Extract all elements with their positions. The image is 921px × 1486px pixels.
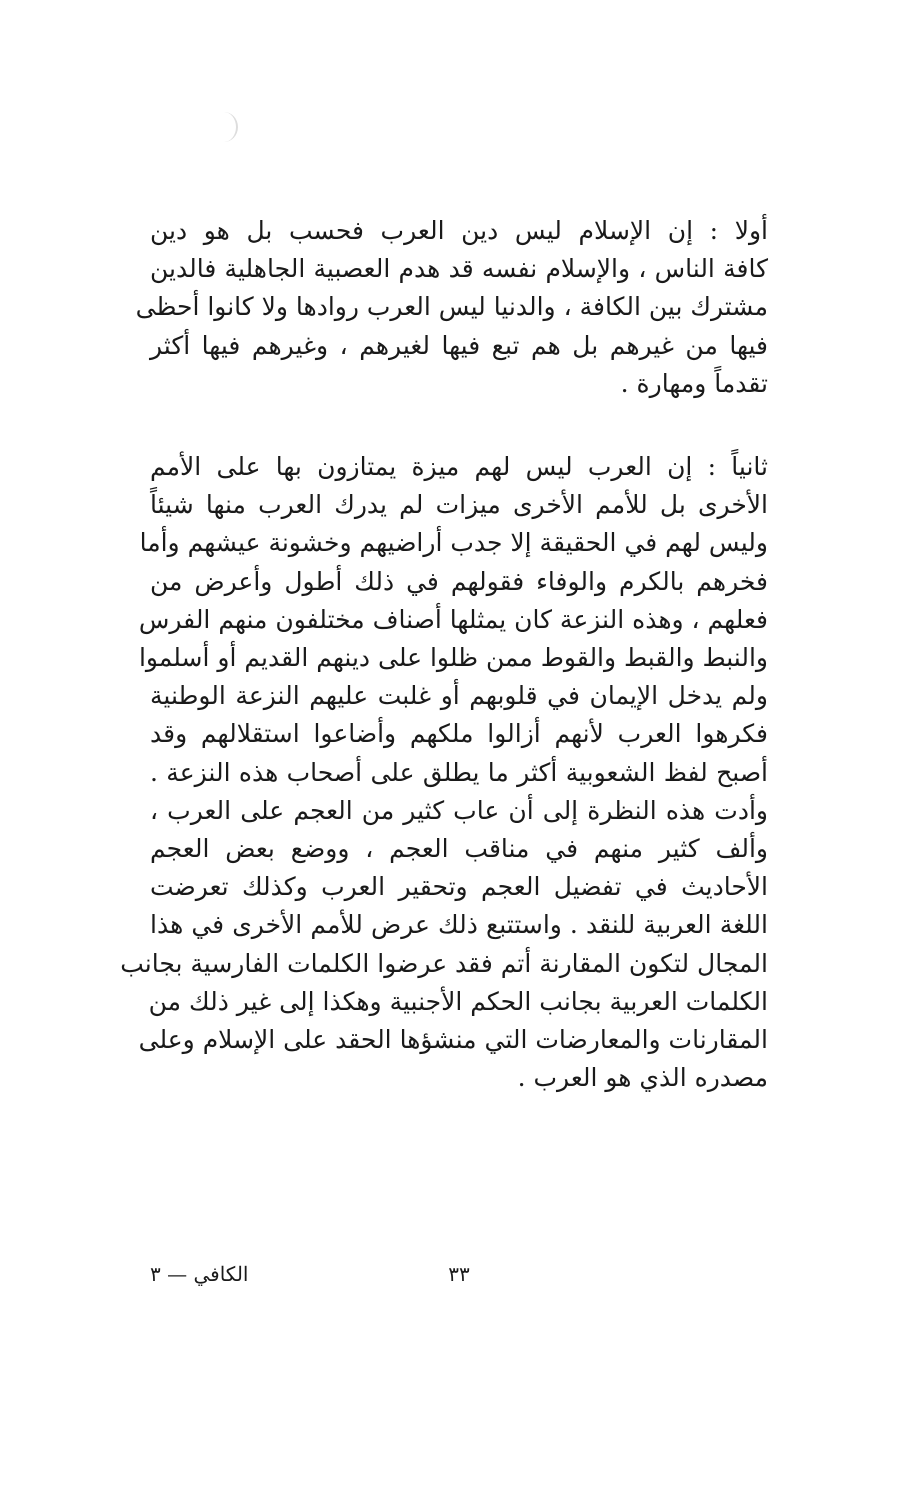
page-number: ٣٣ xyxy=(448,1262,470,1286)
text-line: اللغة العربية للنقد . واستتبع ذلك عرض للأمم الأخرى في هذا xyxy=(150,910,768,940)
text-line: المقارنات والمعارضات التي منشؤها الحقد على الإسلام وعلى xyxy=(138,1025,768,1055)
signature-mark: الكافي — ٣ xyxy=(150,1262,249,1286)
text-line: وألف كثير منهم في مناقب العجم ، ووضع بعض العجم xyxy=(150,834,768,864)
text-line: الكلمات العربية بجانب الحكم الأجنبية وهكذا إلى غير ذلك من xyxy=(148,986,768,1016)
text-line: مصدره الذي هو العرب . xyxy=(517,1063,768,1093)
text-line: وأدت هذه النظرة إلى أن عاب كثير من العجم على العرب ، xyxy=(150,795,768,825)
text-line: الأخرى بل للأمم الأخرى ميزات لم يدرك العرب منها شيئاً xyxy=(150,490,768,520)
text-line: ثانياً : إن العرب ليس لهم ميزة يمتازون بها على الأمم xyxy=(150,452,768,481)
text-line: أولا : إن الإسلام ليس دين العرب فحسب بل هو دين xyxy=(150,216,768,245)
text-line: الأحاديث في تفضيل العجم وتحقير العرب وكذلك تعرضت xyxy=(150,872,768,902)
text-line: فكرهوا العرب لأنهم أزالوا ملكهم وأضاعوا استقلالهم وقد xyxy=(150,719,768,749)
ink-smudge xyxy=(210,112,238,142)
text-line: تقدماً ومهارة . xyxy=(620,368,768,398)
paragraph-1 xyxy=(135,212,768,403)
text-line: والنبط والقبط والقوط ممن ظلوا على دينهم القديم أو أسلموا xyxy=(138,643,768,673)
text-line: فعلهم ، وهذه النزعة كان يمثلها أصناف مختلفون منهم الفرس xyxy=(138,604,768,634)
text-line: كافة الناس ، والإسلام نفسه قد هدم العصبية الجاهلية فالدين xyxy=(150,254,768,284)
text-line: وليس لهم في الحقيقة إلا جدب أراضيهم وخشونة عيشهم وأما xyxy=(139,528,768,558)
text-line: فيها من غيرهم بل هم تبع فيها لغيرهم ، وغيرهم فيها أكثر xyxy=(150,330,768,360)
page-footer xyxy=(150,1262,768,1302)
text-line: المجال لتكون المقارنة أتم فقد عرضوا الكلمات الفارسية بجانب xyxy=(120,948,768,978)
text-line: فخرهم بالكرم والوفاء فقولهم في ذلك أطول وأعرض من xyxy=(150,566,768,596)
text-line: ولم يدخل الإيمان في قلوبهم أو غلبت عليهم النزعة الوطنية xyxy=(150,681,768,711)
paragraph-2 xyxy=(120,448,768,1097)
text-line: أصبح لفظ الشعوبية أكثر ما يطلق على أصحاب هذه النزعة . xyxy=(150,757,768,787)
text-line: مشترك بين الكافة ، والدنيا ليس العرب روادها ولا كانوا أحظى xyxy=(135,292,768,322)
